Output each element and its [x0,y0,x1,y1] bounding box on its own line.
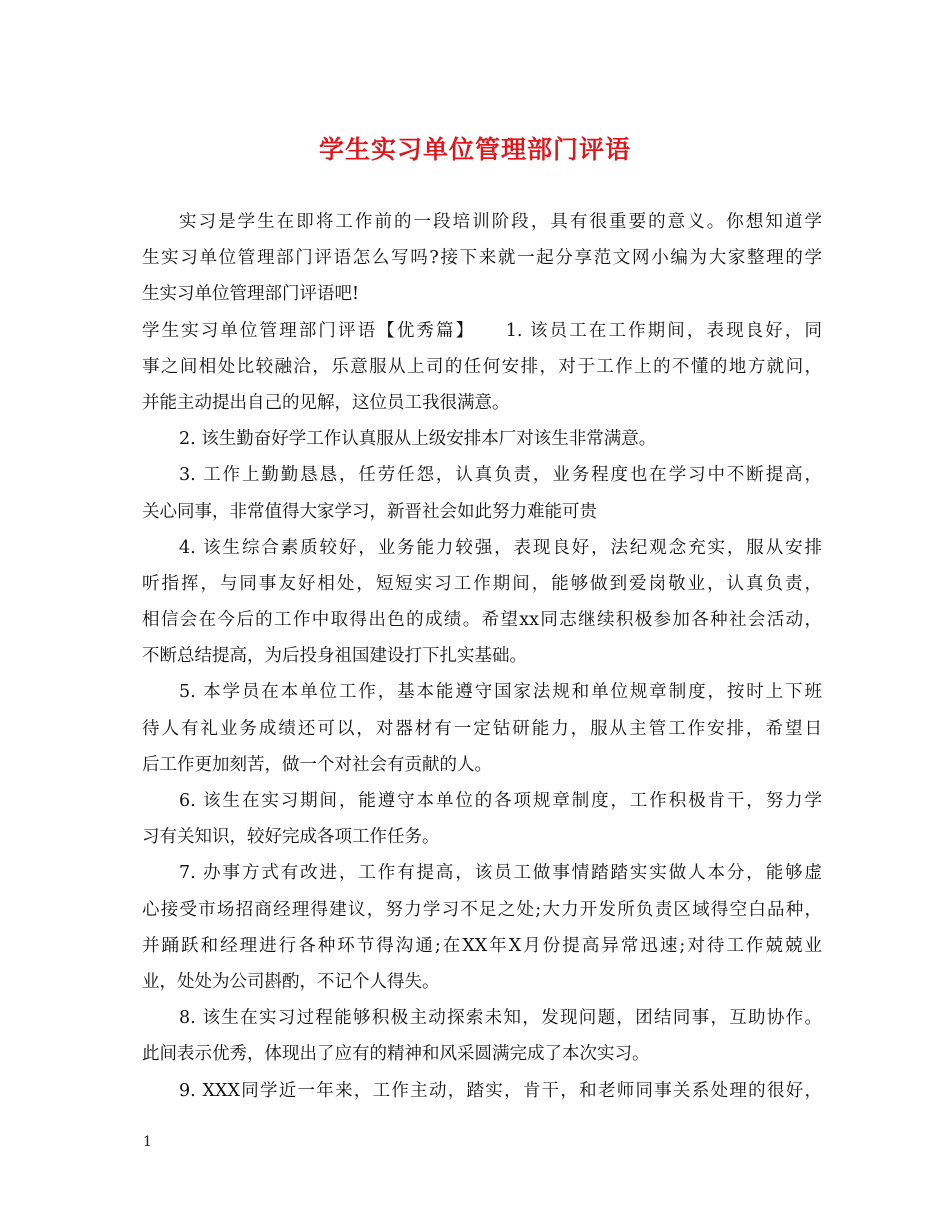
paragraph-line: 学生实习单位管理部门评语【优秀篇】 1. 该员工在工作期间，表现良好，同 [142,320,822,341]
paragraph-line: 待人有礼业务成绩还可以，对器材有一定钻研能力，服从主管工作安排，希望日 [142,718,822,739]
paragraph-line: 不断总结提高，为后投身祖国建设打下扎实基础。 [142,646,527,667]
paragraph-line: 5. 本学员在本单位工作，基本能遵守国家法规和单位规章制度，按时上下班 [179,682,822,703]
paragraph-line: 4. 该生综合素质较好，业务能力较强，表现良好，法纪观念充实，服从安排 [179,537,822,558]
paragraph-line: 并踊跃和经理进行各种环节得沟通;在XX年X月份提高异常迅速;对待工作兢兢业 [142,935,822,956]
paragraph-line: 6. 该生在实习期间，能遵守本单位的各项规章制度，工作积极肯干，努力学 [179,791,822,811]
document-body [142,204,822,1109]
paragraph-line: 并能主动提出自己的见解，这位员工我很满意。 [142,392,510,413]
paragraph-line: 关心同事，非常值得大家学习，新晋社会如此努力难能可贵 [142,501,597,522]
paragraph-line: 7. 办事方式有改进，工作有提高，该员工做事情踏踏实实做人本分，能够虚 [179,863,822,884]
paragraph-line: 心接受市场招商经理得建议，努力学习不足之处;大力开发所负责区域得空白品种， [142,899,822,920]
paragraph-line: 生实习单位管理部门评语怎么写吗?接下来就一起分享范文网小编为大家整理的学 [142,248,822,269]
paragraph-line: 相信会在今后的工作中取得出色的成绩。希望xx同志继续积极参加各种社会活动， [142,610,822,631]
paragraph-line: 此间表示优秀，体现出了应有的精神和风采圆满完成了本次实习。 [142,1044,650,1065]
paragraph-line: 业，处处为公司斟酌，不记个人得失。 [142,971,440,992]
paragraph-line: 生实习单位管理部门评语吧! [142,284,360,305]
paragraph-line: 习有关知识，较好完成各项工作任务。 [142,827,440,848]
paragraph-line: 事之间相处比较融洽，乐意服从上司的任何安排，对于工作上的不懂的地方就问， [142,356,822,377]
paragraph-line: 3. 工作上勤勤恳恳，任劳任怨，认真负责，业务程度也在学习中不断提高， [179,465,822,486]
paragraph-line: 2. 该生勤奋好学工作认真服从上级安排本厂对该生非常满意。 [179,429,657,450]
page-number: 1 [143,1134,152,1150]
paragraph-line: 实习是学生在即将工作前的一段培训阶段，具有很重要的意义。你想知道学 [179,212,822,232]
paragraph-line: 8. 该生在实习过程能够积极主动探索未知，发现问题，团结同事，互助协作。 [179,1008,822,1029]
document-title: 学生实习单位管理部门评语 [318,135,631,164]
paragraph-line: 9. XXX同学近一年来，工作主动，踏实，肯干，和老师同事关系处理的很好， [179,1080,822,1101]
paragraph-line: 后工作更加刻苦，做一个对社会有贡献的人。 [142,754,492,775]
paragraph-line: 听指挥，与同事友好相处，短短实习工作期间，能够做到爱岗敬业，认真负责， [142,573,822,594]
